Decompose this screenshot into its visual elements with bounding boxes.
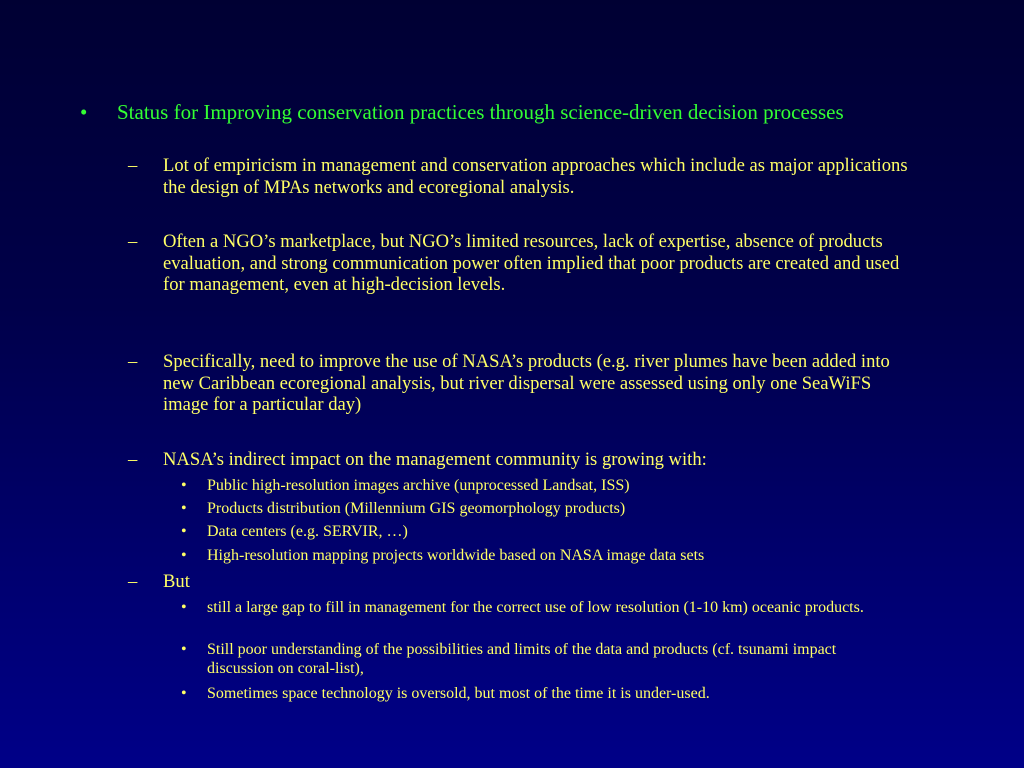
detail-bullet-text: High-resolution mapping projects worldwide based on NASA image data sets [207,547,705,564]
detail-bullet-text: Public high-resolution images archive (unprocessed Landsat, ISS) [207,477,630,494]
sub-point-item [128,351,918,416]
main-bullet-text: Status for Improving conservation practices through science-driven decision processes [117,100,844,124]
detail-bullet-text: Data centers (e.g. SERVIR, …) [207,523,408,540]
sub-point-text: Lot of empiricism in management and conservation approaches which include as major applications the design of MPAs networks and ecoregional analysis. [163,155,908,198]
dash-marker: – [128,351,138,372]
detail-bullet-item [181,523,901,542]
detail-bullet-item [181,599,901,618]
bullet-marker: • [181,523,187,540]
detail-bullet-text: still a large gap to fill in management for the correct use of low resolution (1-10 km) oceanic products. [207,599,864,616]
sub-point-item [128,571,918,593]
bullet-marker: • [80,100,88,124]
bullet-marker: • [181,500,187,517]
bullet-marker: • [181,641,187,658]
sub-point-text: Often a NGO’s marketplace, but NGO’s limited resources, lack of expertise, absence of products evaluation, and strong communication power often implied that poor products are created and used for management, even at high-decision levels. [163,231,900,295]
detail-bullet-item [181,500,901,519]
bullet-marker: • [181,685,187,702]
bullet-marker: • [181,477,187,494]
detail-bullet-text: Still poor understanding of the possibilities and limits of the data and products (cf. tsunami impact discussion on coral-list), [207,641,837,677]
detail-bullet-item [181,641,901,678]
dash-marker: – [128,571,138,592]
dash-marker: – [128,231,138,252]
sub-point-item [128,155,918,198]
detail-bullet-item [181,477,901,496]
detail-bullet-text: Products distribution (Millennium GIS geomorphology products) [207,500,626,517]
sub-point-item [128,231,918,296]
detail-bullet-item [181,685,901,704]
dash-marker: – [128,449,138,470]
detail-bullet-text: Sometimes space technology is oversold, but most of the time it is under-used. [207,685,710,702]
sub-point-text: NASA’s indirect impact on the management community is growing with: [163,449,707,470]
bullet-marker: • [181,599,187,616]
detail-bullet-item [181,547,901,566]
sub-point-text: But [163,571,190,592]
bullet-marker: • [181,547,187,564]
dash-marker: – [128,155,138,176]
sub-point-item [128,449,918,471]
main-bullet-item [80,101,920,123]
sub-point-text: Specifically, need to improve the use of NASA’s products (e.g. river plumes have been added into new Caribbean ecoregional analysis, but river dispersal were assessed using only one SeaWiFS image for a particular day) [163,351,890,415]
